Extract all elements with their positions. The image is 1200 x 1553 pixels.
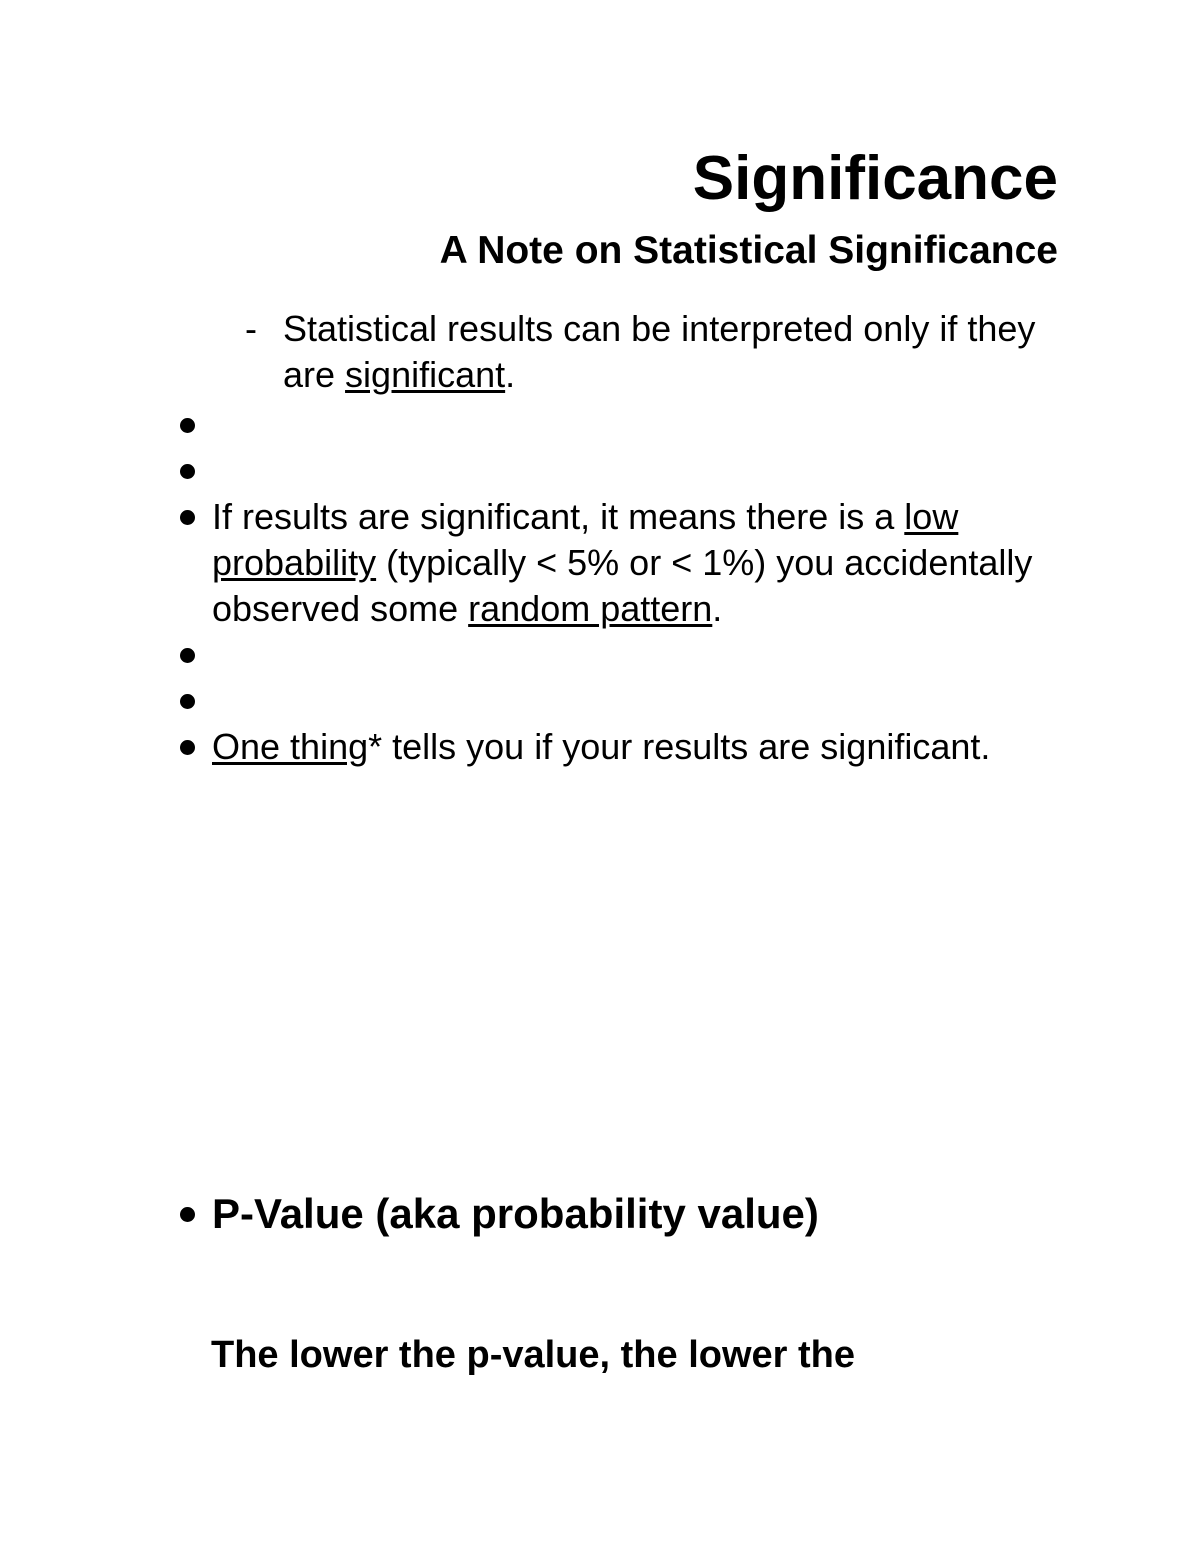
- underlined-term: low probability: [212, 496, 959, 583]
- underlined-term: random pattern: [468, 588, 713, 629]
- dash-underlined-term: significant: [345, 354, 506, 395]
- list-item-one-thing: [175, 724, 1075, 770]
- page-title: Significance: [692, 144, 1058, 213]
- dash-item-text: [283, 306, 1065, 398]
- bullet-dot-icon: [180, 694, 195, 709]
- bullet-dot-icon: [180, 464, 195, 479]
- list-item-empty: [175, 678, 1075, 724]
- list-item-empty: [175, 402, 1075, 448]
- dash-list-item: [245, 306, 1065, 398]
- bullet-text: (typically < 5% or < 1%) you accidentally observed some: [212, 542, 1033, 629]
- list-item-empty: [175, 448, 1075, 494]
- bullet-text: * tells you if your results are significant.: [368, 726, 991, 767]
- dash-text-after: .: [505, 354, 516, 395]
- bullet-text: If results are significant, it means there is a: [212, 496, 905, 537]
- dash-marker: -: [245, 308, 257, 349]
- bullet-text: .: [712, 588, 723, 629]
- bullet-dot-icon: [180, 510, 195, 525]
- list-item-significance-meaning: [175, 494, 1075, 632]
- bullet-dot-icon: [180, 418, 195, 433]
- closing-line: The lower the p-value, the lower the: [211, 1334, 855, 1376]
- pvalue-heading: [175, 1186, 819, 1242]
- bullet-dot-icon: [180, 740, 195, 755]
- bullet-list: [175, 402, 1075, 770]
- page-subtitle: A Note on Statistical Significance: [439, 229, 1058, 272]
- list-item-empty: [175, 632, 1075, 678]
- underlined-term: One thing: [212, 726, 369, 767]
- bullet-dot-icon: [180, 1207, 195, 1222]
- pvalue-heading-text: P-Value (aka probability value): [212, 1190, 819, 1237]
- bullet-dot-icon: [180, 648, 195, 663]
- dash-text-before: Statistical results can be interpreted only if they are: [283, 308, 1036, 395]
